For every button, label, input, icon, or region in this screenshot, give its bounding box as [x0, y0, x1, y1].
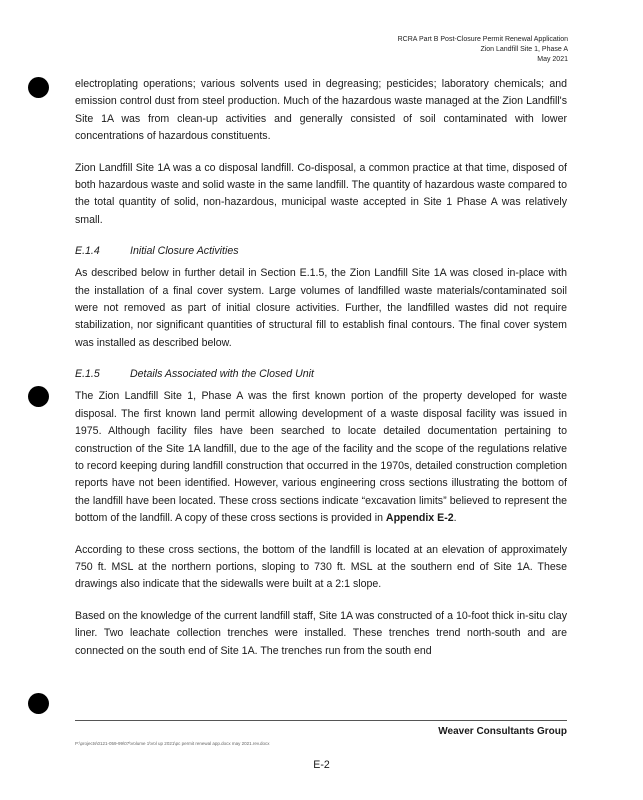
punch-hole-bottom: [28, 693, 49, 714]
paragraph-initial-closure: As described below in further detail in Section E.1.5, the Zion Landfill Site 1A was closed in-place with the installation of a final cover system. Large volumes of landfilled waste materials/contaminated soil were not removed as part of initial closure activities. Further, the landfilled wastes did not require stabilization, nor significant quantities of structural fill to establish final contours. The final cover system was installed as described below.: [75, 267, 567, 349]
section-heading-initial-closure: [75, 243, 567, 259]
paragraph-waste-types: electroplating operations; various solvents used in degreasing; pesticides; laboratory chemicals; and emission control dust from steel production. Much of the hazardous waste managed at the Zion Landfill's Site 1A was from clean-up activities and generally consisted of soil contaminated with lower concentrations of hazardous constituents.: [75, 78, 567, 143]
footer-file-path: P:\projects\0121-059-99\07\Volume 1\Vol up 2021\pc permit renewal app.docx may 2021.rev.docx: [75, 741, 270, 746]
page-number: E-2: [313, 759, 330, 771]
section-number: E.1.4: [75, 245, 100, 258]
punch-hole-top: [28, 77, 49, 98]
section-heading-closed-unit-details: [75, 366, 567, 382]
footer-divider: [75, 720, 567, 721]
paragraph-landfill-elevation: According to these cross sections, the bottom of the landfill is located at an elevation of approximately 750 ft. MSL at the northern portions, sloping to 730 ft. MSL at the southern end of Site 1A. These drawings also indicate that the sidewalls were built at a 2:1 slope.: [75, 543, 567, 591]
paragraph-site-history-text: The Zion Landfill Site 1, Phase A was the first known portion of the property developed for waste disposal. The first known land permit allowing development of a waste disposal facility was issued in 1975. Although facility files have been searched to locate detailed documentation pertaining to construction of the Site 1A landfill, due to the age of the facility and the scope of the regulations relative to record keeping during landfill construction that occurred in the 1970s, detailed construction completion reports have not been identified. However, various engineering cross sections illustrating the bottom of the landfill have been located. These cross sections indicate “excavation limits” believed to represent the bottom of the landfill. A copy of these cross sections is provided in: [75, 390, 567, 525]
paragraph-site-history-end: .: [453, 512, 457, 525]
footer-company-name: Weaver Consultants Group: [438, 726, 567, 737]
header-site-name: Zion Landfill Site 1, Phase A: [480, 46, 568, 53]
section-title: Details Associated with the Closed Unit: [130, 368, 314, 381]
header-date: May 2021: [537, 56, 568, 63]
punch-hole-middle: [28, 386, 49, 407]
appendix-reference: Appendix E-2: [385, 512, 454, 525]
section-title: Initial Closure Activities: [130, 245, 239, 258]
page-body: [75, 76, 567, 674]
header-document-title: RCRA Part B Post-Closure Permit Renewal Application: [397, 36, 568, 43]
paragraph-clay-liner: Based on the knowledge of the current landfill staff, Site 1A was constructed of a 10-foot thick in-situ clay liner. Two leachate collection trenches were installed. These trenches trend north-south and are connected on the south end of Site 1A. The trenches run from the south end: [75, 609, 567, 657]
paragraph-site-history: [75, 388, 567, 527]
running-header: [398, 35, 568, 65]
paragraph-co-disposal: Zion Landfill Site 1A was a co disposal landfill. Co-disposal, a common practice at that time, disposed of both hazardous waste and solid waste in the same landfill. The quantity of hazardous waste compared to the total quantity of solid, non-hazardous, municipal waste accepted in Site 1 Phase A was relatively small.: [75, 161, 567, 226]
section-number: E.1.5: [75, 368, 100, 381]
